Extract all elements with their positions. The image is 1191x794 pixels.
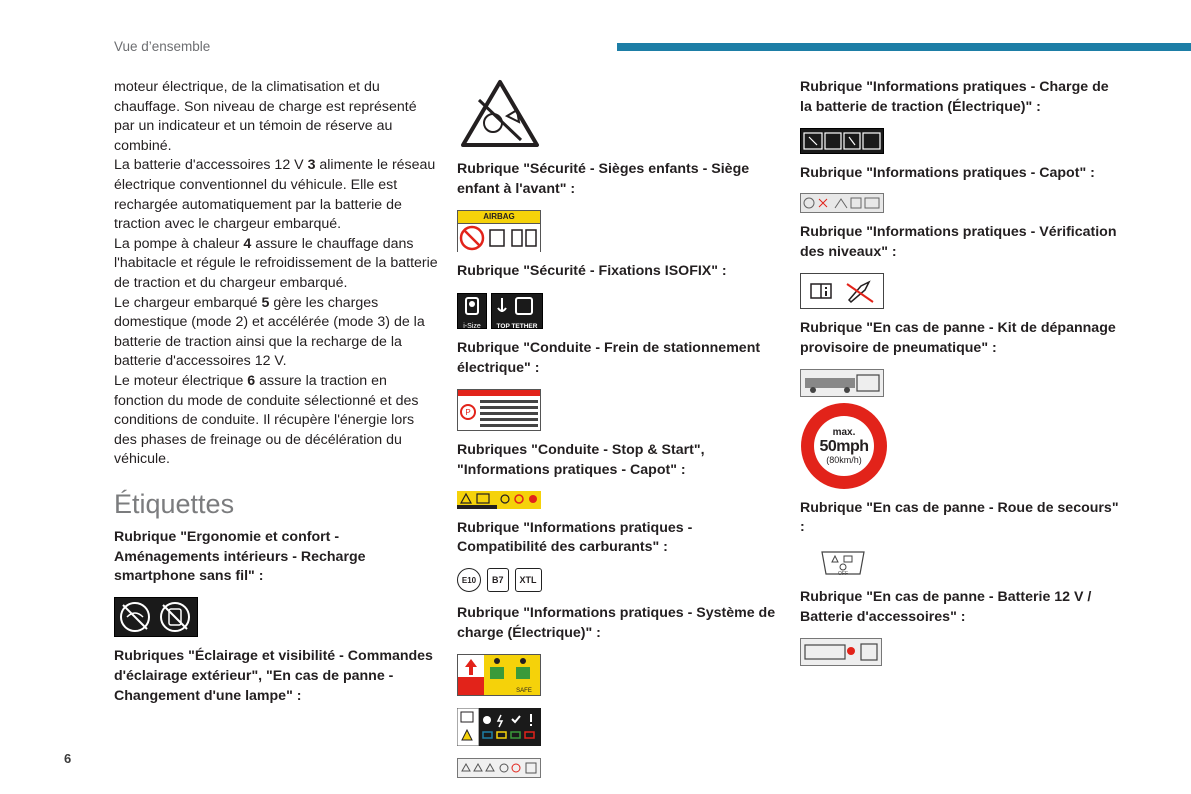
manual-fluid-icon [801,274,883,308]
rubrique-carburants: Rubrique "Informations pratiques - Compatibilité des carburants" : [457,519,693,556]
charging-warnings-icon [458,759,540,777]
rubrique-niveaux: Rubrique "Informations pratiques - Vérification des niveaux" : [800,224,1117,261]
stop-start-label [457,491,541,509]
fluid-levels-label [800,273,884,309]
speed-limit-mph: 50mph [819,437,869,455]
parking-brake-icon [458,390,540,430]
safe-text: SAFE [516,687,532,694]
charging-status-label [457,708,541,746]
fuel-labels [457,568,779,592]
rubrique-frein-stationnement: Rubrique "Conduite - Frein de stationnement électrique" : [457,340,761,377]
rubrique-batterie-12v: Rubrique "En cas de panne - Batterie 12 V / Batterie d'accessoires" : [800,589,1092,625]
charging-status-icon [457,708,541,746]
airbag-label-text: AIRBAG [458,211,540,224]
speed-limit-kmh: (80km/h) [826,454,862,465]
traction-battery-icon [801,129,883,153]
battery-12v-label [800,638,882,666]
rubrique-isofix: Rubrique "Sécurité - Fixations ISOFIX" : [457,262,727,279]
off-text: OFF [838,571,848,578]
charging-system-icon [458,655,540,695]
speed-limit-sign-inner [814,416,874,476]
intro-paragraph-5: Le moteur électrique 6 assure la traction en fonction du mode de conduite sélectionné et des conditions de conduite. Il récupère l'énergie lors des phases de freinage ou de décélération du véhicule. [114,372,419,468]
speed-limit-max: max. [832,426,856,438]
intro-paragraph-1: moteur électrique, de la climatisation et du chauffage. Son niveau de charge est représenté par un indicateur et un témoin de réserve au combiné. [114,79,417,154]
fuel-xtl-label: XTL [515,568,542,592]
rubrique-sieges-enfants: Rubrique "Sécurité - Sièges enfants - Siège enfant à l'avant" : [457,161,750,197]
spare-wheel-icon [818,548,868,578]
airbag-label [457,210,541,252]
column-left [114,78,439,707]
rubrique-capot: Rubrique "Informations pratiques - Capot" : [800,164,1095,181]
anchor-seat-icon [492,294,542,318]
rubrique-charge-batterie: Rubrique "Informations pratiques - Charge de la batterie de traction (Électrique)" : [800,79,1109,115]
stop-start-hood-icon [457,491,541,509]
rubrique-systeme-charge: Rubrique "Informations pratiques - Système de charge (Électrique)" : [457,605,776,641]
page-number: 6 [64,751,72,766]
column-middle [457,78,779,778]
column-right [800,78,1120,666]
top-tether-label: TOP TETHER [491,293,543,329]
wireless-charging-icon [115,598,197,636]
page-header-title: Vue d’ensemble [114,39,211,54]
intro-paragraph-3: La pompe à chaleur 4 assure le chauffage dans l'habitacle et régule le refroidissement de la batterie de traction et du chargeur embarqué. [114,235,438,291]
svg-text:P: P [465,407,471,417]
hood-icon [801,194,883,212]
page-header-bar [617,43,1191,51]
isize-label: i-Size [457,293,487,329]
wireless-charging-label [114,597,198,637]
hood-label [800,193,884,213]
spare-wheel-label [818,548,868,578]
traction-battery-label [800,128,884,154]
isofix-labels [457,293,779,329]
section-title: Étiquettes [114,488,235,519]
rubrique-roue-secours: Rubrique "En cas de panne - Roue de secours" : [800,499,1119,536]
intro-paragraph-4: Le chargeur embarqué 5 gère les charges domestique (mode 2) et accélérée (mode 3) de la batterie de traction ainsi que la recharge de la batterie d'accessoires 12 V. [114,294,425,370]
charging-system-label [457,654,541,696]
battery-12v-icon [801,639,881,665]
child-seat-airbag-icon [458,224,540,252]
rubrique-ergonomie: Rubrique "Ergonomie et confort - Aménagements intérieurs - Recharge smartphone sans fil" : [114,528,366,585]
child-seat-icon [458,294,486,318]
speed-limit-sign [801,403,887,489]
rubrique-stop-start: Rubriques "Conduite - Stop & Start", "Informations pratiques - Capot" : [457,441,705,478]
warning-triangle-icon [459,78,541,150]
fuel-e10-label: E10 [457,568,481,592]
tyre-repair-kit-icon [801,370,883,396]
charging-warnings-label [457,758,541,778]
rubrique-kit-depannage: Rubrique "En cas de panne - Kit de dépannage provisoire de pneumatique" : [800,319,1116,356]
fuel-b7-label: B7 [487,568,509,592]
rubrique-eclairage: Rubriques "Éclairage et visibilité - Commandes d'éclairage extérieur", "En cas de panne - Changement d'une lampe" : [114,648,433,704]
tyre-repair-kit-label [800,369,884,397]
parking-brake-label [457,389,541,431]
intro-paragraph-2: La batterie d'accessoires 12 V 3 alimente le réseau électrique conventionnel du véhicule. Elle est rechargée automatiquement par la batterie de traction avec le chargeur embarqué. [114,157,436,233]
